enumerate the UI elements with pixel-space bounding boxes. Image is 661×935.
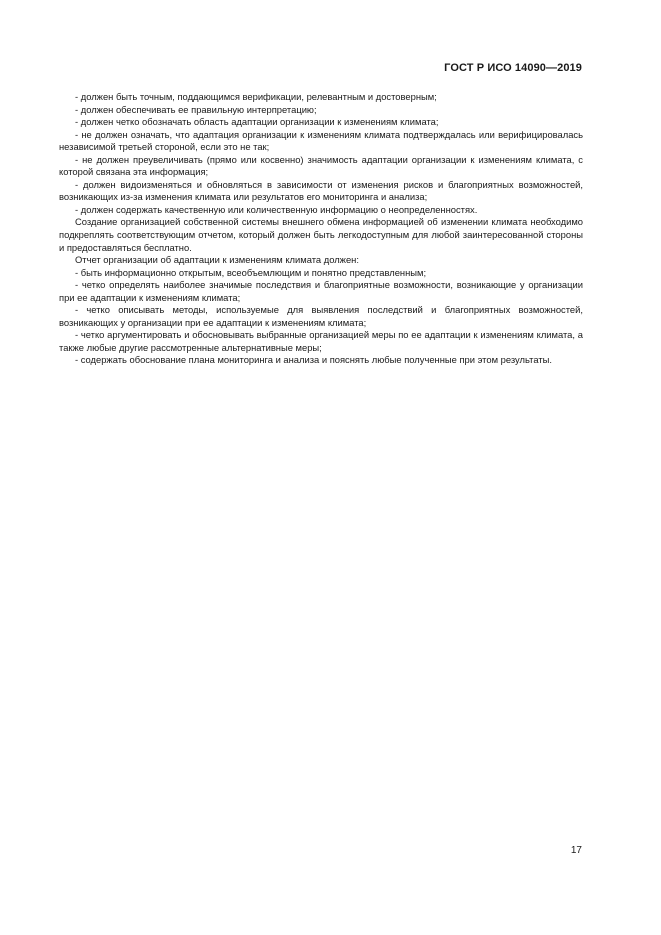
list-item-interpretation: - должен обеспечивать ее правильную интерпретацию; xyxy=(75,103,317,115)
list-item-accurate: - должен быть точным, поддающимся верификации, релевантным и достоверным; xyxy=(75,91,437,102)
document-body xyxy=(59,91,583,367)
list-item-exaggeration: - не должен преувеличивать (прямо или косвенно) значимость адаптации организации к изменениям климата, с которой связана эта информация; xyxy=(59,153,583,178)
list-item-uncertainty: - должен содержать качественную или количественную информацию о неопределенностях. xyxy=(75,203,478,215)
paragraph-report-intro: Отчет организации об адаптации к изменениям климата должен: xyxy=(75,254,359,266)
list-item-consequences: - четко определять наиболее значимые последствия и благоприятные возможности, возникающие у организации при ее адаптации к изменениям климата; xyxy=(59,279,583,303)
list-item-monitoring: - содержать обоснование плана мониторинга и анализа и пояснять любые полученные при этом результаты. xyxy=(75,354,552,366)
document-header-code: ГОСТ Р ИСО 14090—2019 xyxy=(444,62,582,74)
list-item-update: - должен видоизменяться и обновляться в зависимости от изменения рисков и благоприятных возможностей, возникающих из-за изменения климата или результатов его мониторинга и анализа; xyxy=(59,178,583,203)
list-item-scope: - должен четко обозначать область адаптации организации к изменениям климата; xyxy=(75,116,439,128)
page-number: 17 xyxy=(570,845,582,856)
list-item-open: - быть информационно открытым, всеобъемлющим и понятно представленным; xyxy=(75,266,427,278)
paragraph-communication-system: Создание организацией собственной системы внешнего обмена информацией об изменении климата необходимо подкреплять соответствующим отчетом, который должен быть легкодоступным для любой заинтересованной стороны и предоставляться бесплатно. xyxy=(59,216,583,253)
list-item-methods: - четко описывать методы, используемые для выявления последствий и благоприятных возможностей, возникающих у организации при ее адаптации к изменениям климата; xyxy=(59,304,583,328)
list-item-measures: - четко аргументировать и обосновывать выбранные организацией меры по ее адаптации к изменениям климата, а также любые другие рассмотренные альтернативные меры; xyxy=(59,329,583,353)
list-item-verification: - не должен означать, что адаптация организации к изменениям климата подтверждалась или верифицировалась независимой третьей стороной, если это не так; xyxy=(59,128,583,153)
